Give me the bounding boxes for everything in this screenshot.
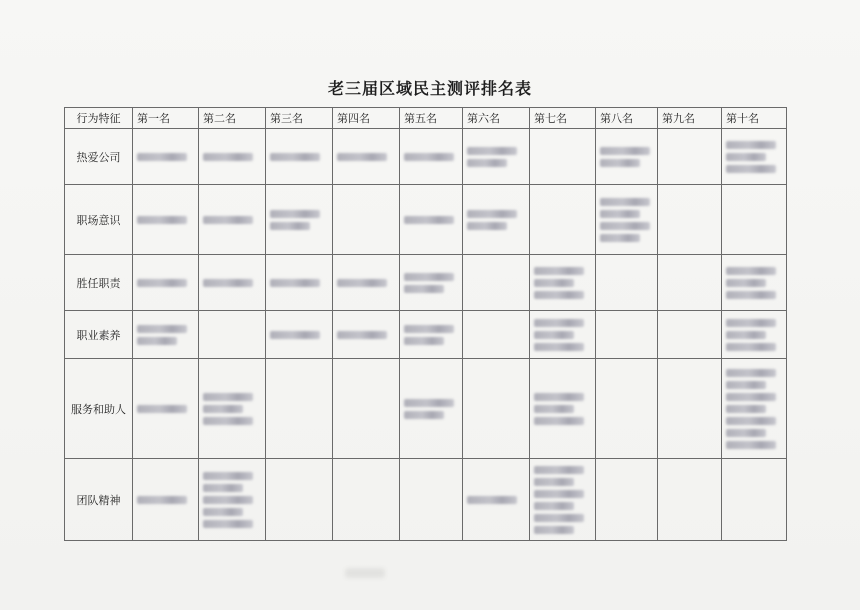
redacted-name-entry [726, 165, 776, 173]
redacted-name-entry [137, 279, 187, 287]
redacted-name-entry [203, 405, 243, 413]
redacted-name-entry [726, 141, 776, 149]
rank-cell [199, 311, 266, 359]
table-body [65, 129, 787, 541]
redacted-name-entry [337, 153, 387, 161]
redacted-name-entry [534, 417, 584, 425]
document-title: 老三届区域民主测评排名表 [327, 79, 532, 98]
rank-cell [400, 255, 463, 311]
redacted-name-list [722, 267, 786, 299]
rank-cell [463, 129, 530, 185]
redacted-name-list [400, 399, 462, 419]
redacted-name-entry [534, 279, 574, 287]
redacted-name-list [133, 153, 198, 161]
rank-cell [463, 255, 530, 311]
rank-cell [199, 255, 266, 311]
redacted-name-entry [467, 159, 507, 167]
redacted-name-entry [270, 153, 320, 161]
row-label-cell: 团队精神 [65, 459, 133, 541]
redacted-name-entry [404, 285, 444, 293]
redacted-name-entry [203, 484, 243, 492]
header-cell-rank-1: 第一名 [133, 108, 199, 129]
rank-cell [333, 129, 400, 185]
rank-cell [199, 459, 266, 541]
redacted-name-entry [726, 267, 776, 275]
redacted-name-entry [726, 405, 766, 413]
ranking-table [64, 107, 787, 541]
redacted-name-entry [404, 411, 444, 419]
header-cell-rank-7: 第七名 [530, 108, 596, 129]
redacted-name-list [133, 325, 198, 345]
redacted-name-entry [726, 429, 766, 437]
rank-cell [722, 129, 787, 185]
redacted-name-entry [600, 198, 650, 206]
rank-cell [266, 459, 333, 541]
redacted-name-list [266, 210, 332, 230]
rank-cell [530, 459, 596, 541]
redacted-name-list [463, 496, 529, 504]
rank-cell [658, 311, 722, 359]
rank-cell [722, 185, 787, 255]
redacted-name-entry [726, 441, 776, 449]
redacted-name-list [530, 267, 595, 299]
redacted-name-entry [270, 222, 310, 230]
redacted-name-list [333, 331, 399, 339]
redacted-name-list [596, 198, 657, 242]
redacted-name-entry [726, 393, 776, 401]
redacted-name-entry [203, 508, 243, 516]
redacted-name-list [722, 141, 786, 173]
table-row [65, 129, 787, 185]
redacted-name-entry [726, 153, 766, 161]
rank-cell [596, 459, 658, 541]
rank-cell [133, 255, 199, 311]
rank-cell [596, 255, 658, 311]
rank-cell [333, 459, 400, 541]
rank-cell [596, 129, 658, 185]
rank-cell [199, 359, 266, 459]
redacted-name-entry [726, 331, 766, 339]
table-row [65, 311, 787, 359]
redacted-name-entry [600, 222, 650, 230]
redacted-name-entry [203, 496, 253, 504]
rank-cell [463, 185, 530, 255]
rank-cell [266, 311, 333, 359]
header-cell-rank-8: 第八名 [596, 108, 658, 129]
redacted-name-entry [137, 153, 187, 161]
redacted-name-entry [137, 216, 187, 224]
redacted-name-entry [137, 496, 187, 504]
rank-cell [133, 359, 199, 459]
redacted-name-list [400, 216, 462, 224]
rank-cell [199, 185, 266, 255]
redacted-name-entry [534, 331, 574, 339]
row-label-cell: 胜任职责 [65, 255, 133, 311]
rank-cell [530, 129, 596, 185]
redacted-name-entry [337, 279, 387, 287]
redacted-name-list [133, 405, 198, 413]
redacted-name-entry [467, 210, 517, 218]
redacted-name-entry [467, 222, 507, 230]
redacted-name-entry [534, 502, 574, 510]
rank-cell [400, 459, 463, 541]
redacted-name-entry [726, 417, 776, 425]
header-cell-rank-4: 第四名 [333, 108, 400, 129]
redacted-name-list [199, 279, 265, 287]
rank-cell [333, 359, 400, 459]
redacted-name-entry [203, 393, 253, 401]
redacted-name-entry [726, 319, 776, 327]
rank-cell [596, 185, 658, 255]
rank-cell [596, 359, 658, 459]
rank-cell [658, 129, 722, 185]
redacted-name-entry [600, 147, 650, 155]
redacted-name-entry [534, 343, 584, 351]
rank-cell [722, 311, 787, 359]
rank-cell [722, 255, 787, 311]
redacted-name-list [266, 153, 332, 161]
redacted-name-entry [726, 343, 776, 351]
table-row [65, 185, 787, 255]
redacted-name-list [133, 216, 198, 224]
redacted-name-entry [203, 216, 253, 224]
redacted-name-entry [534, 405, 574, 413]
faint-stamp-mark [345, 568, 385, 578]
row-label-cell: 职业素养 [65, 311, 133, 359]
redacted-name-entry [534, 514, 584, 522]
rank-cell [400, 185, 463, 255]
row-label-cell: 热爱公司 [65, 129, 133, 185]
redacted-name-list [722, 319, 786, 351]
rank-cell [530, 185, 596, 255]
redacted-name-list [199, 153, 265, 161]
redacted-name-list [199, 472, 265, 528]
redacted-name-list [266, 331, 332, 339]
redacted-name-entry [404, 325, 454, 333]
table-row [65, 255, 787, 311]
header-cell-rank-6: 第六名 [463, 108, 530, 129]
redacted-name-entry [600, 234, 640, 242]
rank-cell [658, 359, 722, 459]
rank-cell [266, 359, 333, 459]
redacted-name-list [722, 369, 786, 449]
row-label-cell: 职场意识 [65, 185, 133, 255]
rank-cell [722, 359, 787, 459]
redacted-name-entry [270, 279, 320, 287]
header-row [65, 108, 787, 129]
redacted-name-list [199, 393, 265, 425]
redacted-name-list [596, 147, 657, 167]
rank-cell [658, 255, 722, 311]
redacted-name-list [400, 153, 462, 161]
rank-cell [463, 459, 530, 541]
redacted-name-entry [467, 147, 517, 155]
header-cell-rank-2: 第二名 [199, 108, 266, 129]
header-cell-rank-5: 第五名 [400, 108, 463, 129]
redacted-name-entry [203, 417, 253, 425]
redacted-name-entry [404, 216, 454, 224]
redacted-name-entry [726, 381, 766, 389]
redacted-name-list [133, 496, 198, 504]
redacted-name-entry [404, 273, 454, 281]
redacted-name-list [266, 279, 332, 287]
rank-cell [596, 311, 658, 359]
redacted-name-entry [137, 325, 187, 333]
rank-cell [400, 359, 463, 459]
rank-cell [658, 185, 722, 255]
header-cell-behavior: 行为特征 [65, 108, 133, 129]
redacted-name-entry [726, 279, 766, 287]
redacted-name-entry [137, 337, 177, 345]
rank-cell [400, 311, 463, 359]
rank-cell [463, 359, 530, 459]
redacted-name-entry [270, 210, 320, 218]
header-cell-rank-10: 第十名 [722, 108, 787, 129]
redacted-name-list [530, 319, 595, 351]
row-label-cell: 服务和助人 [65, 359, 133, 459]
rank-cell [133, 311, 199, 359]
redacted-name-entry [337, 331, 387, 339]
rank-cell [658, 459, 722, 541]
redacted-name-list [333, 279, 399, 287]
rank-cell [199, 129, 266, 185]
rank-cell [530, 311, 596, 359]
rank-cell [133, 459, 199, 541]
redacted-name-list [133, 279, 198, 287]
redacted-name-list [463, 147, 529, 167]
redacted-name-entry [534, 319, 584, 327]
rank-cell [333, 255, 400, 311]
rank-cell [266, 255, 333, 311]
rank-cell [722, 459, 787, 541]
rank-cell [266, 185, 333, 255]
rank-cell [266, 129, 333, 185]
rank-cell [133, 185, 199, 255]
redacted-name-list [530, 466, 595, 534]
redacted-name-list [463, 210, 529, 230]
redacted-name-entry [404, 399, 454, 407]
redacted-name-entry [270, 331, 320, 339]
redacted-name-entry [600, 210, 640, 218]
redacted-name-entry [534, 393, 584, 401]
redacted-name-entry [203, 472, 253, 480]
redacted-name-entry [534, 466, 584, 474]
redacted-name-entry [203, 520, 253, 528]
rank-cell [530, 255, 596, 311]
rank-cell [463, 311, 530, 359]
redacted-name-entry [534, 291, 584, 299]
redacted-name-entry [726, 291, 776, 299]
table-row [65, 359, 787, 459]
redacted-name-entry [404, 153, 454, 161]
redacted-name-list [400, 325, 462, 345]
rank-cell [400, 129, 463, 185]
redacted-name-entry [726, 369, 776, 377]
redacted-name-entry [534, 526, 574, 534]
redacted-name-list [333, 153, 399, 161]
redacted-name-list [400, 273, 462, 293]
rank-cell [530, 359, 596, 459]
rank-cell [133, 129, 199, 185]
redacted-name-entry [534, 490, 584, 498]
rank-cell [333, 185, 400, 255]
redacted-name-entry [203, 153, 253, 161]
redacted-name-entry [534, 267, 584, 275]
redacted-name-entry [600, 159, 640, 167]
header-cell-rank-3: 第三名 [266, 108, 333, 129]
redacted-name-list [199, 216, 265, 224]
redacted-name-entry [467, 496, 517, 504]
header-cell-rank-9: 第九名 [658, 108, 722, 129]
redacted-name-list [530, 393, 595, 425]
rank-cell [333, 311, 400, 359]
redacted-name-entry [404, 337, 444, 345]
table-row [65, 459, 787, 541]
redacted-name-entry [534, 478, 574, 486]
redacted-name-entry [203, 279, 253, 287]
redacted-name-entry [137, 405, 187, 413]
